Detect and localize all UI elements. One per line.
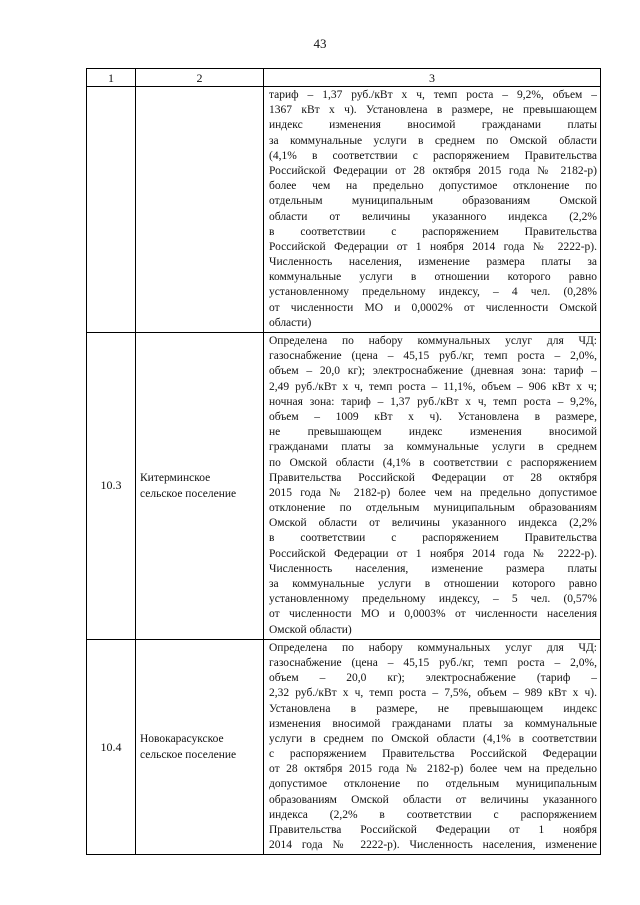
- settlement-name-line: сельское поселение: [140, 487, 237, 500]
- description-line: от численности МО и 0,0003% от численности населения: [269, 608, 597, 621]
- table-header-row: [87, 69, 601, 87]
- description-line: отклонение по отдельным муниципальным образованиям: [269, 502, 597, 515]
- description-line: Установлена в размере, не превышающем индекс: [269, 702, 597, 715]
- description-line: индекс изменения вносимой гражданами платы: [269, 119, 597, 132]
- description-line: газоснабжение (цена – 45,15 руб./кг, темп роста – 2,0%,: [269, 656, 597, 669]
- table-row: [87, 639, 601, 855]
- document-table: [86, 68, 601, 855]
- description-line: области от величины указанного индекса (2,2%: [269, 210, 597, 223]
- description-line: Определена по набору коммунальных услуг для ЧД:: [269, 335, 597, 347]
- description-line: образованиям Омской области от величины указанного: [269, 793, 597, 806]
- description-line: Российской Федерации от 28 октября 2015 года № 2182-р): [269, 164, 597, 177]
- description-line: Численность населения, изменение размера платы за: [269, 256, 597, 269]
- description-line: изменения вносимой гражданами платы за коммунальные: [269, 717, 597, 730]
- description-line: газоснабжение (цена – 45,15 руб./кг, темп роста – 2,0%,: [269, 350, 597, 363]
- table-row: [87, 333, 601, 640]
- description-line: отдельным муниципальным образованиям Омской: [269, 195, 597, 208]
- settlement-name-line: Китерминское: [140, 471, 211, 484]
- description-line: индекса (2,2% в соответствии с распоряжением: [269, 808, 597, 821]
- description-line: 2,49 руб./кВт х ч, темп роста – 11,1%, объем – 906 кВт х ч;: [269, 380, 597, 393]
- description-line: за коммунальные услуги в отношении которого равно: [269, 578, 597, 590]
- settlement-name: [136, 639, 264, 855]
- description-line: 2015 года № 2182-р) более чем на предельно допустимое: [269, 486, 597, 499]
- description-line: допустимое отклонение по отдельным муниципальным: [269, 778, 597, 791]
- description-line: более чем на предельно допустимое отклонение по: [269, 180, 597, 193]
- description-line: услуги в среднем по Омской области (4,1% в соответствии: [269, 732, 597, 745]
- description-line: 2014 года № 2222-р). Численность населения, изменение: [269, 839, 597, 852]
- description-line: объем – 20,0 кг); электроснабжение (тариф –: [269, 672, 597, 685]
- description-line: установленному предельному индексу, – 4 чел. (0,28%: [269, 286, 597, 299]
- description-line: ночная зона: тариф – 1,37 руб./кВт х ч, темп роста – 9,2%,: [269, 395, 597, 408]
- page-number: 43: [313, 36, 327, 51]
- description-line: от 28 октября 2015 года № 2182-р) более чем на предельно: [269, 763, 597, 776]
- column-header-name: 2: [136, 69, 264, 87]
- table-row: [87, 87, 601, 333]
- description-line: коммунальные услуги в отношении которого равно: [269, 271, 597, 284]
- description-line: Определена по набору коммунальных услуг для ЧД:: [269, 641, 597, 654]
- description-line: объем – 1009 кВт х ч). Установлена в размере,: [269, 410, 597, 423]
- settlement-name: [136, 333, 264, 640]
- row-number: [87, 87, 136, 333]
- description-line: (4,1% в соответствии с распоряжением Правительства: [269, 149, 597, 162]
- description-line: области): [269, 316, 312, 329]
- description-line: гражданами платы за коммунальные услуги в среднем: [269, 441, 597, 454]
- description-line: Правительства Российской Федерации от 28 октября: [269, 471, 597, 484]
- description-line: тариф – 1,37 руб./кВт х ч, темп роста – 9,2%, объем –: [269, 89, 597, 101]
- description-line: установленному предельному индексу, – 5 чел. (0,57%: [269, 593, 597, 606]
- row-number: 10.3: [87, 333, 136, 640]
- description-line: с распоряжением Правительства Российской Федерации: [269, 748, 597, 761]
- settlement-name: [136, 87, 264, 333]
- description-line: в соответствии с распоряжением Правительства: [269, 225, 597, 238]
- description-line: Правительства Российской Федерации от 1 ноября: [269, 824, 597, 836]
- description-cell: [264, 333, 601, 640]
- description-line: Российской Федерации от 1 ноября 2014 года № 2222-р).: [269, 240, 597, 253]
- description-line: Омской области): [269, 623, 352, 636]
- description-line: Омской области от величины указанного индекса (2,2%: [269, 517, 597, 530]
- description-line: от численности МО и 0,0002% от численности Омской: [269, 301, 597, 314]
- description-line: 2,32 руб./кВт х ч, темп роста – 7,5%, объем – 989 кВт х ч).: [269, 687, 597, 700]
- description-line: за коммунальные услуги в среднем по Омской области: [269, 134, 597, 147]
- description-line: объем – 20,0 кг); электроснабжение (дневная зона: тариф –: [269, 365, 597, 378]
- description-line: в соответствии с распоряжением Правительства: [269, 532, 597, 545]
- description-cell: [264, 87, 601, 333]
- description-line: Численность населения, изменение размера платы: [269, 562, 597, 575]
- settlement-name-line: Новокарасукское: [140, 733, 224, 746]
- row-number: 10.4: [87, 639, 136, 855]
- description-line: не превышающем индекс изменения вносимой: [269, 426, 597, 439]
- description-cell: [264, 639, 601, 855]
- settlement-name-line: сельское поселение: [140, 749, 237, 762]
- description-line: Российской Федерации от 1 ноября 2014 года № 2222-р).: [269, 547, 597, 560]
- description-line: 1367 кВт х ч). Установлена в размере, не превышающем: [269, 104, 597, 117]
- description-line: по Омской области (4,1% в соответствии с распоряжением: [269, 456, 597, 469]
- column-header-description: 3: [264, 69, 601, 87]
- column-header-number: 1: [87, 69, 136, 87]
